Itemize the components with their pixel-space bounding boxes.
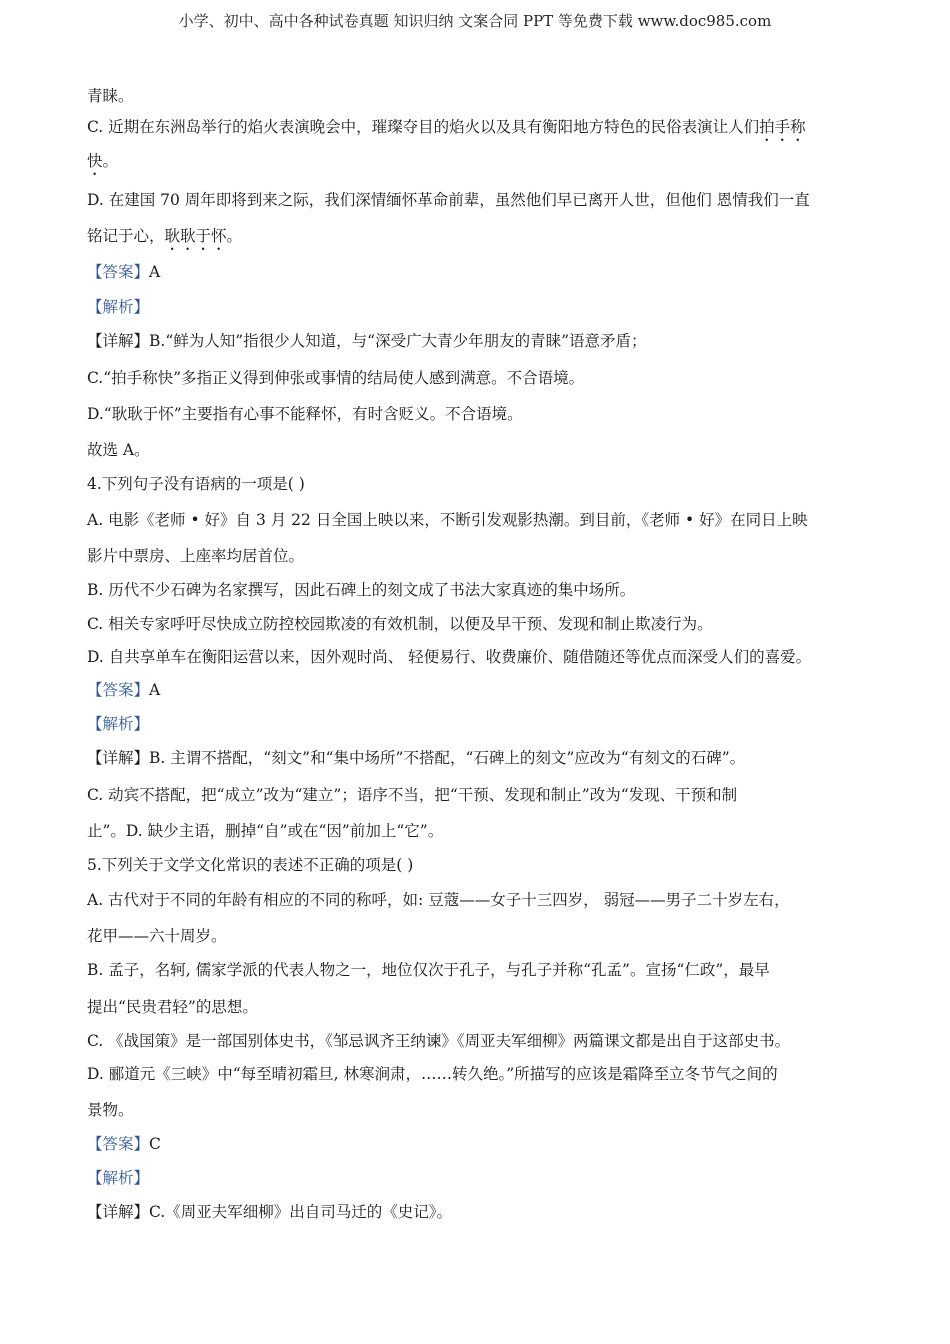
answer-label: 【答案】 — [87, 681, 150, 699]
emphasized-term: 耿耿于怀 — [164, 227, 227, 245]
detail-line: D.“耿耿于怀”主要指有心事不能释怀，有时含贬义。不合语境。 — [87, 405, 523, 423]
emphasized-term: 快 — [87, 152, 103, 170]
question-4: 4.下列句子没有语病的一项是( ) — [87, 475, 305, 493]
answer-label: 【答案】 — [87, 1135, 150, 1153]
option-b-line: B. 孟子，名轲, 儒家学派的代表人物之一，地位仅次于孔子，与孔子并称“孔孟”。宣扬“仁政”，最早 — [87, 961, 770, 979]
option-a-line: A. 电影《老师 • 好》自 3 月 22 日全国上映以来，不断引发观影热潮。到目前，《老师 • 好》在同日上映 — [87, 511, 808, 529]
detail-line: C.“拍手称快”多指正义得到伸张或事情的结局使人感到满意。不合语境。 — [87, 369, 585, 387]
text-segment: 。 — [226, 227, 243, 245]
option-c-line: C. 《战国策》是一部国别体史书，《邹忌讽齐王纳谏》《周亚夫军细柳》两篇课文都是出自于这部史书。 — [87, 1032, 791, 1050]
text-line: 提出“民贵君轻”的思想。 — [87, 998, 258, 1016]
option-a-line: A. 古代对于不同的年龄有相应的不同的称呼，如: 豆蔻——女子十三四岁， 弱冠——男子二十岁左右， — [87, 891, 790, 909]
text-line — [87, 226, 242, 254]
answer-value: A — [149, 263, 161, 281]
text-line: 景物。 — [87, 1101, 134, 1119]
text-line: 青睐。 — [87, 87, 134, 105]
detail-line: 【详解】C.《周亚夫军细柳》出自司马迁的《史记》。 — [87, 1203, 452, 1221]
text-line — [87, 151, 118, 179]
option-d-line: D. 在建国 70 周年即将到来之际，我们深情缅怀革命前辈，虽然他们早已离开人世，但他们 恩情我们一直 — [87, 191, 810, 209]
analysis-label: 【解析】 — [87, 298, 150, 316]
text-segment: C. 近期在东洲岛举行的焰火表演晚会中，璀璨夺目的焰火以及具有衡阳地方特色的民俗表演让人们 — [87, 118, 760, 136]
text-segment: 铭记于心， — [87, 227, 165, 245]
option-c-line — [87, 117, 806, 145]
text-segment: 。 — [102, 152, 119, 170]
text-line: 影片中票房、上座率均居首位。 — [87, 547, 305, 565]
option-c-line: C. 相关专家呼吁尽快成立防控校园欺凌的有效机制，以便及早干预、发现和制止欺凌行为。 — [87, 615, 713, 633]
page-header: 小学、初中、高中各种试卷真题 知识归纳 文案合同 PPT 等免费下载 www.doc985.com — [178, 12, 772, 30]
text-line: 花甲——六十周岁。 — [87, 927, 227, 945]
option-b-line: B. 历代不少石碑为名家撰写，因此石碑上的刻文成了书法大家真迹的集中场所。 — [87, 581, 636, 599]
detail-line: 【详解】B.“鲜为人知”指很少人知道，与“深受广大青少年朋友的青睐”语意矛盾； — [87, 332, 647, 350]
answer-value: C — [149, 1135, 161, 1153]
analysis-label: 【解析】 — [87, 715, 150, 733]
answer-value: A — [149, 681, 161, 699]
option-d-line: D. 自共享单车在衡阳运营以来，因外观时尚、 轻便易行、收费廉价、随借随还等优点而深受人们的喜爱。 — [87, 648, 812, 666]
detail-line: 止”。D. 缺少主语，删掉“自”或在“因”前加上“它”。 — [87, 822, 444, 840]
detail-line: C. 动宾不搭配，把“成立”改为“建立”；语序不当，把“干预、发现和制止”改为“发现、干预和制 — [87, 786, 738, 804]
option-d-line: D. 郦道元《三峡》中“每至晴初霜旦, 林寒涧肃，……转久绝。”所描写的应该是霜降至立冬节气之间的 — [87, 1065, 778, 1083]
answer-line — [87, 680, 160, 700]
question-5: 5.下列关于文学文化常识的表述不正确的项是( ) — [87, 856, 414, 874]
detail-line: 故选 A。 — [87, 441, 150, 459]
emphasized-term: 拍手称 — [759, 118, 806, 136]
answer-line — [87, 262, 160, 282]
answer-line — [87, 1134, 161, 1154]
analysis-label: 【解析】 — [87, 1169, 150, 1187]
answer-label: 【答案】 — [87, 263, 150, 281]
detail-line: 【详解】B. 主谓不搭配，“刻文”和“集中场所”不搭配，“石碑上的刻文”应改为“有刻文的石碑”。 — [87, 749, 746, 767]
